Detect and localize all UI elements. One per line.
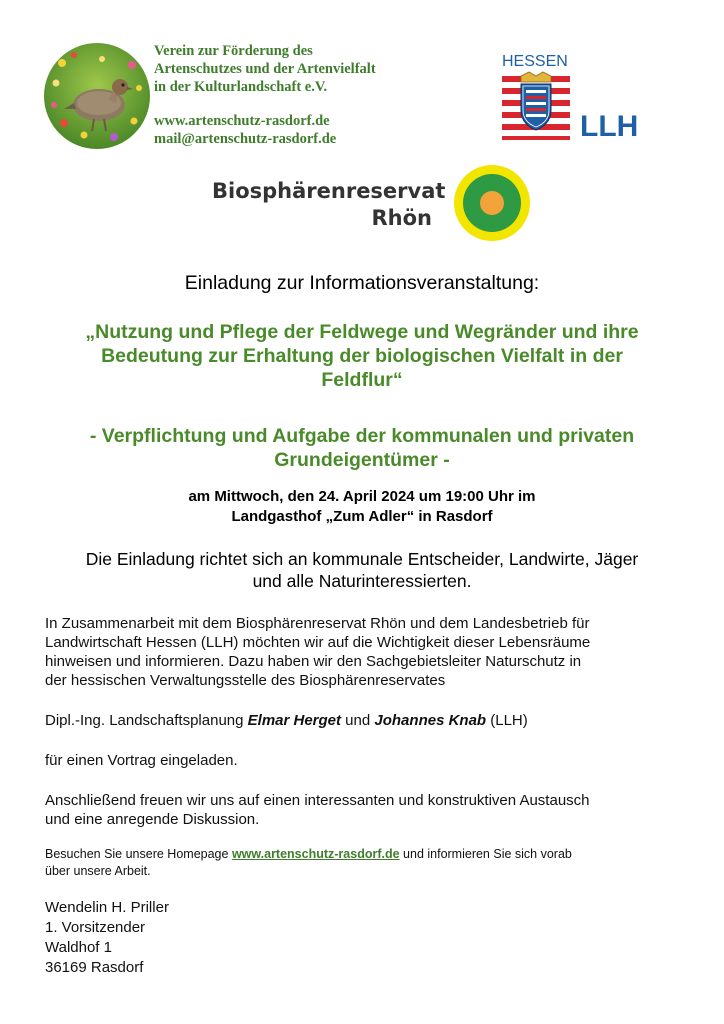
intro-line-3: hinweisen und informieren. Dazu haben wir den Sachgebietsleiter Naturschutz in xyxy=(45,653,582,670)
signature-name: Wendelin H. Priller xyxy=(45,899,169,916)
followup-line-2: und eine anregende Diskussion. xyxy=(45,811,260,828)
invite-heading: Einladung zur Informationsveranstaltung: xyxy=(184,272,540,294)
intro-line-4: der hessischen Verwaltungsstelle des Biosphärenreservates xyxy=(45,672,446,689)
speakers-paragraph xyxy=(45,711,695,730)
signature-block xyxy=(45,898,169,978)
intro-line-2: Landwirtschaft Hessen (LLH) möchten wir auf die Wichtigkeit dieser Lebensräume xyxy=(45,634,591,651)
audience-statement xyxy=(30,548,694,592)
event-date-location xyxy=(30,487,694,527)
signature-role: 1. Vorsitzender xyxy=(45,919,146,936)
event-subtitle-line-2: Grundeigentümer - xyxy=(274,449,450,471)
audience-line-2: und alle Naturinteressierten. xyxy=(252,571,472,591)
partridge-logo xyxy=(44,43,150,149)
llh-label: LLH xyxy=(580,110,639,143)
event-title-line-1: „Nutzung und Pflege der Feldwege und Wegränder und ihre xyxy=(85,321,639,343)
invited-paragraph: für einen Vortrag eingeladen. xyxy=(45,752,238,769)
biosphere-reserve-wordmark xyxy=(212,178,446,232)
signature-city: 36169 Rasdorf xyxy=(45,959,144,976)
org-website[interactable]: www.artenschutz-rasdorf.de xyxy=(154,113,330,129)
intro-line-1: In Zusammenarbeit mit dem Biosphärenreservat Rhön und dem Landesbetrieb für xyxy=(45,615,590,632)
hessen-label: HESSEN xyxy=(502,53,568,70)
org-name-line-1: Verein zur Förderung des xyxy=(154,43,313,59)
signature-street: Waldhof 1 xyxy=(45,939,112,956)
event-title xyxy=(30,320,694,392)
event-title-line-2: Bedeutung zur Erhaltung der biologischen Vielfalt in der xyxy=(101,345,623,367)
speakers-suffix: (LLH) xyxy=(486,712,528,729)
event-location: Landgasthof „Zum Adler“ in Rasdorf xyxy=(231,508,493,525)
biosphere-line-1: Biosphärenreservat xyxy=(212,179,446,203)
audience-line-1: Die Einladung richtet sich an kommunale Entscheider, Landwirte, Jäger xyxy=(85,549,639,569)
biosphere-ring-icon xyxy=(452,163,532,243)
org-name-line-3: in der Kulturlandschaft e.V. xyxy=(154,79,328,95)
intro-paragraph xyxy=(45,614,695,690)
org-email[interactable]: mail@artenschutz-rasdorf.de xyxy=(154,131,337,147)
event-subtitle-line-1: - Verpflichtung und Aufgabe der kommunalen und privaten xyxy=(89,425,635,447)
speaker-2: Johannes Knab xyxy=(374,712,487,729)
event-subtitle xyxy=(30,424,694,472)
organization-info xyxy=(154,42,454,148)
speakers-connector: und xyxy=(341,712,375,729)
homepage-suffix: und informieren Sie sich vorab xyxy=(399,847,572,861)
homepage-link[interactable]: www.artenschutz-rasdorf.de xyxy=(231,847,400,861)
biosphere-line-2: Rhön xyxy=(371,206,432,230)
speaker-1: Elmar Herget xyxy=(247,712,342,729)
hessen-coat-of-arms-icon xyxy=(500,50,650,145)
followup-paragraph xyxy=(45,791,695,829)
org-name-line-2: Artenschutzes und der Artenvielfalt xyxy=(154,61,376,77)
hessen-llh-logo xyxy=(500,50,650,145)
homepage-paragraph xyxy=(45,846,695,880)
event-date: am Mittwoch, den 24. April 2024 um 19:00 Uhr im xyxy=(188,488,536,505)
speakers-prefix: Dipl.-Ing. Landschaftsplanung xyxy=(45,712,248,729)
homepage-prefix: Besuchen Sie unsere Homepage xyxy=(45,847,232,861)
homepage-line-2: über unsere Arbeit. xyxy=(45,864,151,878)
partridge-icon xyxy=(44,43,150,149)
biosphere-ring-logo xyxy=(452,163,532,243)
event-title-line-3: Feldflur“ xyxy=(321,369,403,391)
followup-line-1: Anschließend freuen wir uns auf einen interessanten und konstruktiven Austausch xyxy=(45,792,590,809)
